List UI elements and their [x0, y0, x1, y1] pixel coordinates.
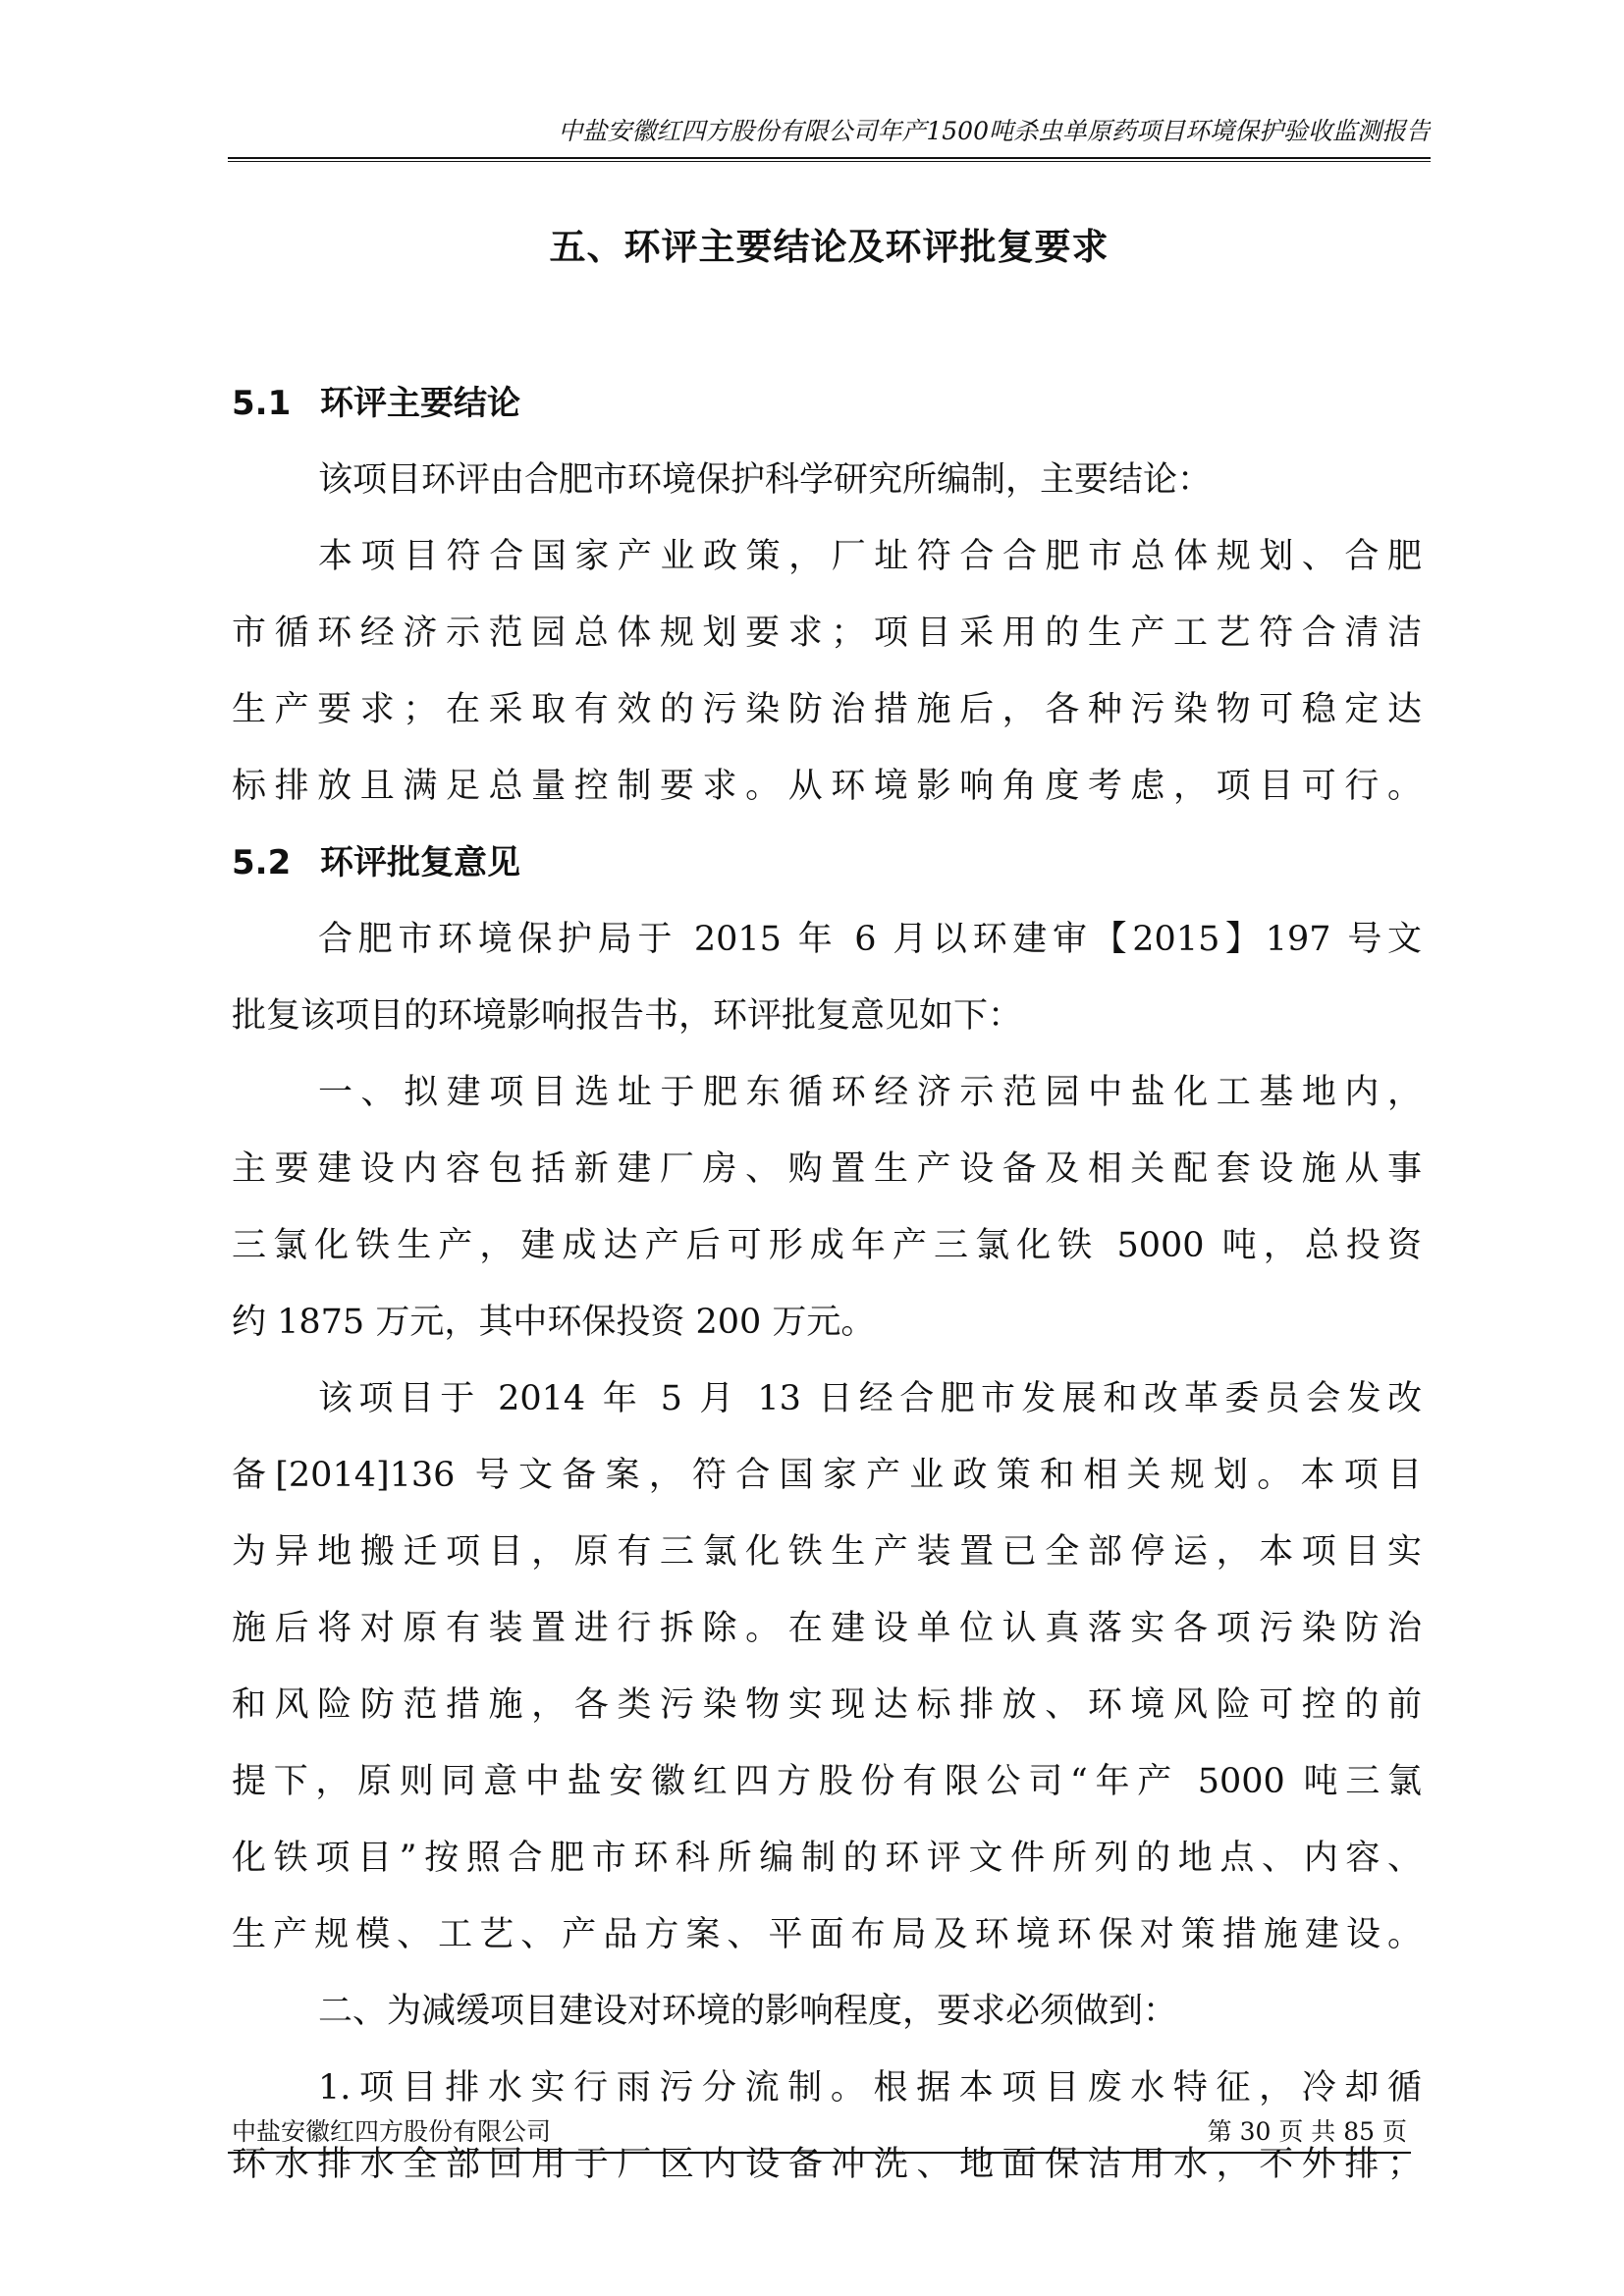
paragraph-line: 化铁项目”按照合肥市环科所编制的环评文件所列的地点、内容、	[232, 1839, 1422, 1878]
paragraph-line: 三氯化铁生产，建成达产后可形成年产三氯化铁 5000 吨，总投资	[232, 1226, 1422, 1265]
paragraph-line: 本项目符合国家产业政策，厂址符合合肥市总体规划、合肥	[318, 537, 1422, 576]
paragraph-line: 市循环经济示范园总体规划要求；项目采用的生产工艺符合清洁	[232, 614, 1422, 653]
paragraph-line: 为异地搬迁项目，原有三氯化铁生产装置已全部停运，本项目实	[232, 1532, 1422, 1572]
section-number: 5.2	[232, 843, 292, 882]
chapter-title: 五、环评主要结论及环评批复要求	[549, 226, 1110, 268]
footer-company: 中盐安徽红四方股份有限公司	[232, 2117, 552, 2146]
paragraph-line: 该项目于 2014 年 5 月 13 日经合肥市发展和改革委员会发改	[318, 1379, 1422, 1418]
paragraph-line: 该项目环评由合肥市环境保护科学研究所编制，主要结论：	[318, 460, 1213, 500]
section-title: 环评批复意见	[320, 843, 520, 882]
paragraph-line: 1.项目排水实行雨污分流制。根据本项目废水特征，冷却循	[318, 2068, 1422, 2108]
paragraph-line: 备[2014]136 号文备案，符合国家产业政策和相关规划。本项目	[232, 1456, 1422, 1495]
running-header: 中盐安徽红四方股份有限公司年产1500吨杀虫单原药项目环境保护验收监测报告	[558, 117, 1431, 145]
paragraph-line: 标排放且满足总量控制要求。从环境影响角度考虑，项目可行。	[232, 767, 1422, 806]
paragraph-line: 生产规模、工艺、产品方案、平面布局及环境环保对策措施建设。	[232, 1915, 1422, 1954]
body-text	[232, 365, 1422, 2203]
header-rule	[228, 157, 1431, 162]
section-heading-5-2	[232, 825, 1422, 901]
paragraph-line: 生产要求；在采取有效的污染防治措施后，各种污染物可稳定达	[232, 690, 1422, 729]
paragraph-line: 施后将对原有装置进行拆除。在建设单位认真落实各项污染防治	[232, 1609, 1422, 1648]
section-number: 5.1	[232, 384, 292, 423]
paragraph-line: 二、为减缓项目建设对环境的影响程度，要求必须做到：	[318, 1992, 1178, 2031]
page-footer	[228, 2112, 1411, 2154]
paragraph-line: 环水排水全部回用于厂区内设备冲洗、地面保洁用水，不外排；	[232, 2145, 1422, 2184]
paragraph-line: 一、拟建项目选址于肥东循环经济示范园中盐化工基地内，	[318, 1073, 1422, 1112]
paragraph-line: 主要建设内容包括新建厂房、购置生产设备及相关配套设施从事	[232, 1149, 1422, 1189]
section-title: 环评主要结论	[320, 384, 520, 423]
footer-page-number: 第 30 页 共 85 页	[1207, 2117, 1407, 2146]
paragraph-line: 批复该项目的环境影响报告书，环评批复意见如下：	[232, 996, 1023, 1036]
paragraph-line: 合肥市环境保护局于 2015 年 6 月以环建审【2015】197 号文	[318, 920, 1422, 959]
paragraph-line: 约 1875 万元，其中环保投资 200 万元。	[232, 1303, 876, 1342]
section-heading-5-1	[232, 365, 1422, 442]
paragraph-line: 和风险防范措施，各类污染物实现达标排放、环境风险可控的前	[232, 1685, 1422, 1725]
paragraph-line: 提下，原则同意中盐安徽红四方股份有限公司“年产 5000 吨三氯	[232, 1762, 1422, 1801]
